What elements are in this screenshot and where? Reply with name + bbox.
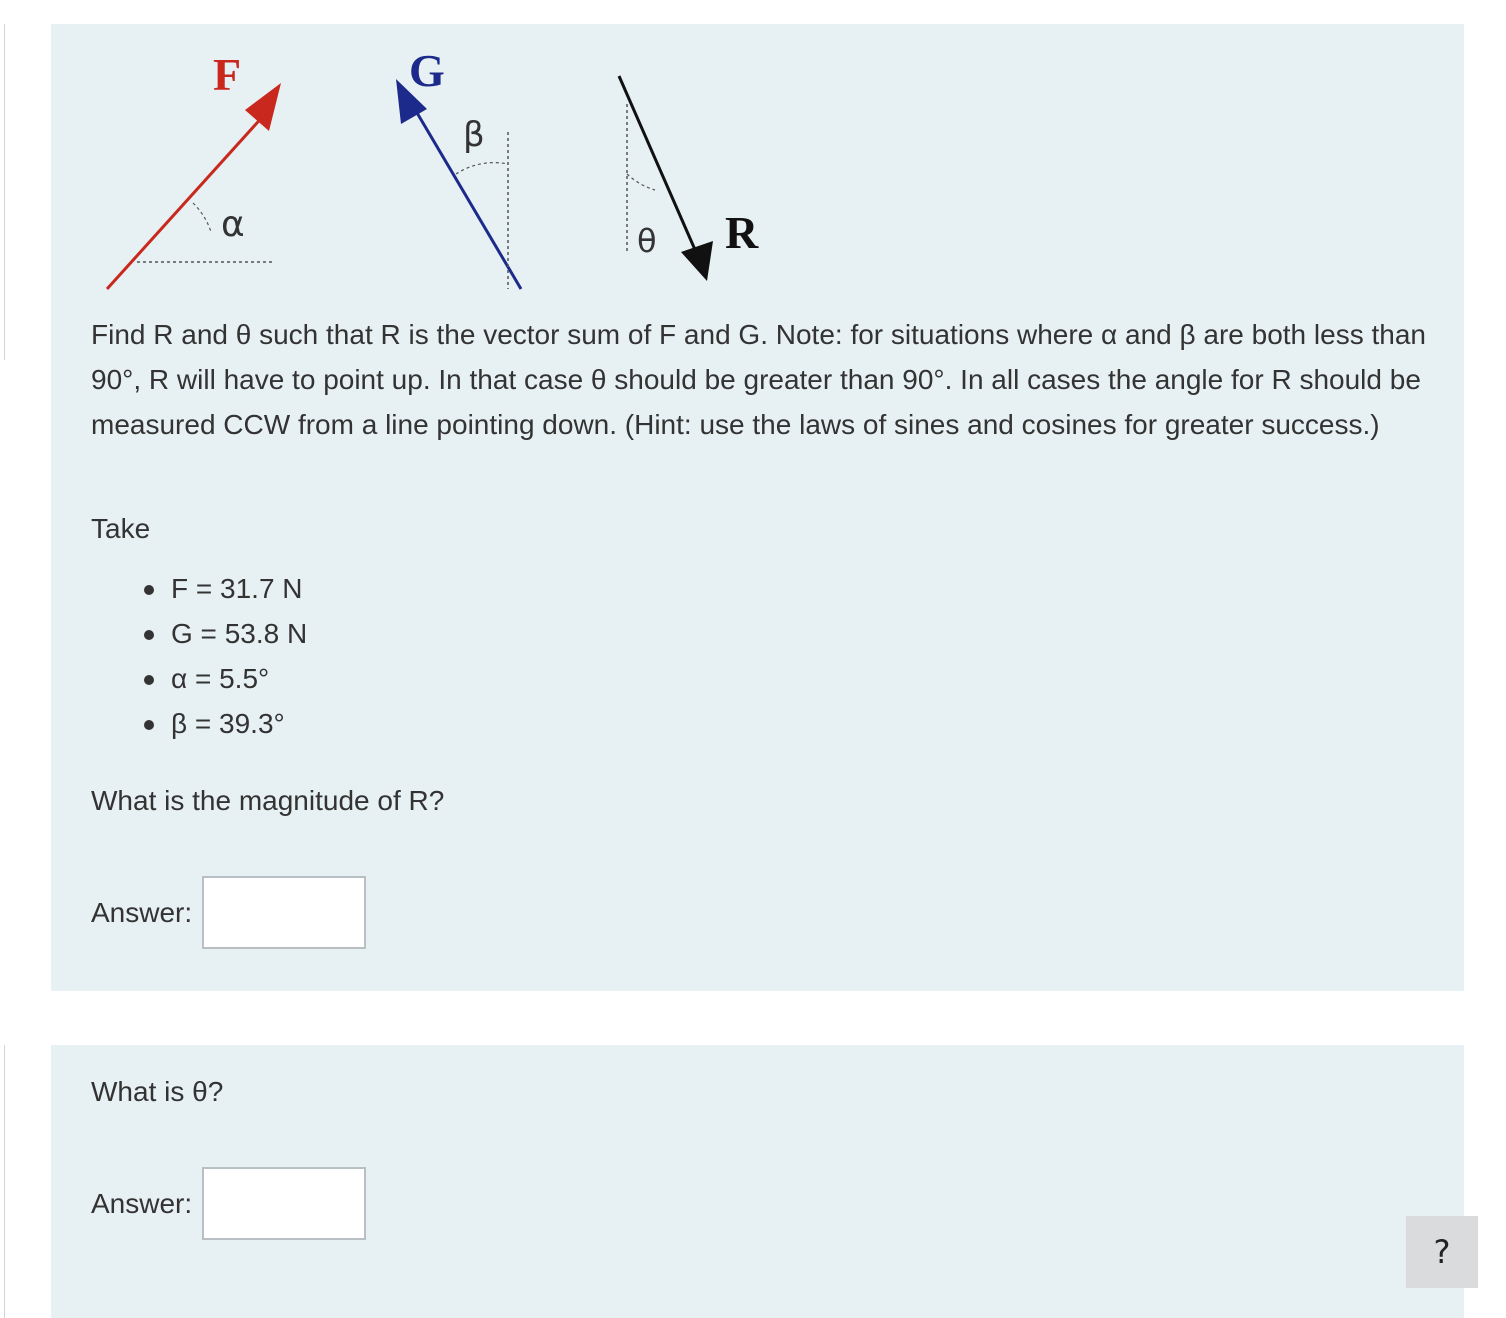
beta-label: β <box>463 115 485 155</box>
magnitude-answer-input[interactable] <box>202 876 366 949</box>
problem-statement: Find R and θ such that R is the vector sum of F and G. Note: for situations where α and β are both less than 90°, R will have to point up. In that case θ should be greater than 90°. In all cases the angle for R should be measured CCW from a line pointing down. (Hint: use the laws of sines and cosines for greater success.) <box>91 319 1426 440</box>
alpha-label: α <box>221 204 245 245</box>
left-border-2 <box>4 1045 5 1318</box>
f-label: F <box>213 49 242 100</box>
question-theta: What is θ? <box>91 1076 224 1107</box>
theta-label: θ <box>637 222 657 260</box>
r-vector <box>619 76 713 281</box>
given-alpha: α = 5.5° <box>171 656 307 701</box>
f-vector <box>107 83 281 289</box>
vector-diagram <box>51 24 811 304</box>
g-vector <box>396 79 521 289</box>
given-beta: β = 39.3° <box>171 701 307 746</box>
given-g: G = 53.8 N <box>171 611 307 656</box>
answer-row-theta <box>91 1167 366 1240</box>
left-border-1 <box>4 24 5 360</box>
theta-answer-input[interactable] <box>202 1167 366 1240</box>
r-label: R <box>725 207 759 258</box>
answer-row-magnitude <box>91 876 366 949</box>
question-magnitude: What is the magnitude of R? <box>91 785 445 816</box>
answer-label: Answer: <box>91 896 193 928</box>
given-f: F = 31.7 N <box>171 566 307 611</box>
question-panel-2 <box>51 1045 1464 1318</box>
answer-label: Answer: <box>91 1187 193 1219</box>
help-button[interactable]: ? <box>1406 1216 1478 1288</box>
question-panel-1 <box>51 24 1464 991</box>
take-label: Take <box>91 513 151 544</box>
givens-list <box>171 566 307 746</box>
g-label: G <box>409 45 445 96</box>
